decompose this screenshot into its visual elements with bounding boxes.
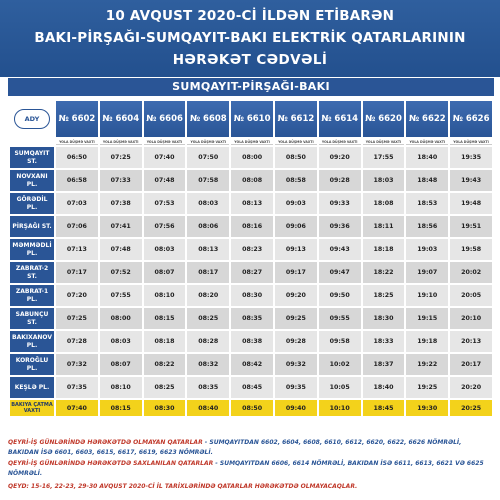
- station-row: [10, 239, 492, 260]
- departure-time-label: YOLA DÜŞMƏ VAXTI: [144, 139, 186, 145]
- departure-time: 08:03: [187, 193, 229, 214]
- departure-time: 08:32: [187, 354, 229, 375]
- station-row: [10, 308, 492, 329]
- departure-time: 18:33: [363, 331, 405, 352]
- station-name: BAKIXANOV PL.: [10, 331, 54, 352]
- train-number-header: № 6614: [319, 101, 361, 137]
- departure-time: 18:56: [406, 216, 448, 237]
- departure-time: 08:50: [275, 147, 317, 168]
- route-title: SUMQAYIT-PİRŞAĞI-BAKI: [8, 78, 494, 96]
- departure-time: 18:25: [363, 285, 405, 306]
- departure-time: 18:08: [363, 193, 405, 214]
- train-number-header: № 6622: [406, 101, 448, 137]
- note-1-title: QEYRİ-İŞ GÜNLƏRİNDƏ HƏRƏKƏTDƏ OLMAYAN QATARLAR: [8, 439, 203, 446]
- departure-time: 17:55: [363, 147, 405, 168]
- departure-time: 08:20: [187, 285, 229, 306]
- station-row: [10, 170, 492, 191]
- page-header: [0, 0, 500, 77]
- departure-time: 09:28: [319, 170, 361, 191]
- departure-time: 08:16: [231, 216, 273, 237]
- station-name: ZABRAT-2 ST.: [10, 262, 54, 283]
- departure-time: 20:20: [450, 377, 492, 398]
- departure-time: 18:48: [406, 170, 448, 191]
- departure-time: 07:41: [100, 216, 142, 237]
- note-inactive-trains: [8, 438, 494, 457]
- departure-time: 08:10: [100, 377, 142, 398]
- departure-time: 07:13: [56, 239, 98, 260]
- departure-time: 20:10: [450, 308, 492, 329]
- departure-time: 09:28: [275, 331, 317, 352]
- departure-time: 07:58: [187, 170, 229, 191]
- arrival-time: 10:10: [319, 400, 361, 416]
- departure-time: 08:42: [231, 354, 273, 375]
- departure-time: 18:37: [363, 354, 405, 375]
- departure-time: 18:18: [363, 239, 405, 260]
- departure-time: 08:03: [100, 331, 142, 352]
- departure-time: 10:05: [319, 377, 361, 398]
- departure-time: 07:25: [100, 147, 142, 168]
- arrival-time: 08:15: [100, 400, 142, 416]
- departure-time: 19:07: [406, 262, 448, 283]
- departure-time: 07:50: [187, 147, 229, 168]
- train-number-header: № 6610: [231, 101, 273, 137]
- departure-time: 08:07: [100, 354, 142, 375]
- departure-time: 19:22: [406, 354, 448, 375]
- departure-time: 08:08: [231, 170, 273, 191]
- departure-time: 20:13: [450, 331, 492, 352]
- departure-time: 06:50: [56, 147, 98, 168]
- station-name: KEŞLƏ PL.: [10, 377, 54, 398]
- departure-time: 08:27: [231, 262, 273, 283]
- departure-time: 19:48: [450, 193, 492, 214]
- arrival-time: 18:45: [363, 400, 405, 416]
- departure-time: 19:43: [450, 170, 492, 191]
- departure-time: 19:58: [450, 239, 492, 260]
- departure-time: 07:48: [144, 170, 186, 191]
- departure-time: 09:43: [319, 239, 361, 260]
- departure-time: 08:03: [144, 239, 186, 260]
- header-line-2: BAKI-PİRŞAĞI-SUMQAYIT-BAKI ELEKTRİK QATARLARININ: [34, 30, 466, 46]
- departure-time: 08:30: [231, 285, 273, 306]
- departure-time: 07:48: [100, 239, 142, 260]
- departure-time: 08:07: [144, 262, 186, 283]
- note-2-title: QEYRİ-İŞ GÜNLƏRİNDƏ HƏRƏKƏTDƏ SAXLANILAN QATARLAR: [8, 460, 214, 467]
- station-name: SABUNÇU ST.: [10, 308, 54, 329]
- departure-time-label: YOLA DÜŞMƏ VAXTI: [100, 139, 142, 145]
- station-name: GÖRƏDİL PL.: [10, 193, 54, 214]
- departure-time: 19:51: [450, 216, 492, 237]
- departure-time: 08:06: [187, 216, 229, 237]
- departure-time: 08:35: [187, 377, 229, 398]
- station-row: [10, 285, 492, 306]
- sub-header-blank: [10, 139, 54, 145]
- departure-time: 09:25: [275, 308, 317, 329]
- departure-time-label: YOLA DÜŞMƏ VAXTI: [187, 139, 229, 145]
- departure-time: 19:03: [406, 239, 448, 260]
- train-number-header: № 6606: [144, 101, 186, 137]
- departure-time: 07:33: [100, 170, 142, 191]
- train-number-header: № 6608: [187, 101, 229, 137]
- departure-time-label: YOLA DÜŞMƏ VAXTI: [406, 139, 448, 145]
- station-row: [10, 193, 492, 214]
- departure-time: 07:06: [56, 216, 98, 237]
- header-line-1: 10 AVQUST 2020-Cİ İLDƏN ETİBARƏN: [105, 8, 395, 24]
- departure-time: 07:28: [56, 331, 98, 352]
- train-number-header: № 6626: [450, 101, 492, 137]
- arrival-time: 08:50: [231, 400, 273, 416]
- departure-time-label: YOLA DÜŞMƏ VAXTI: [363, 139, 405, 145]
- departure-time: 08:10: [144, 285, 186, 306]
- departure-time: 07:32: [56, 354, 98, 375]
- departure-time: 07:55: [100, 285, 142, 306]
- departure-time: 08:25: [187, 308, 229, 329]
- departure-time: 08:25: [144, 377, 186, 398]
- departure-time: 08:00: [231, 147, 273, 168]
- departure-time-label: YOLA DÜŞMƏ VAXTI: [450, 139, 492, 145]
- ady-logo: ADY: [14, 109, 50, 129]
- departure-time: 08:17: [187, 262, 229, 283]
- departure-time: 07:53: [144, 193, 186, 214]
- departure-time: 20:17: [450, 354, 492, 375]
- departure-time: 08:18: [144, 331, 186, 352]
- departure-time: 19:15: [406, 308, 448, 329]
- note-1-text: - SUMQAYITDAN 6602, 6604, 6608, 6610, 6612, 6620, 6622, 6626 NÖMRƏLİ, BAKIDAN İSƏ 6601, 6603, 6615, 6617, 6619, 6623 NÖMRƏLİ.: [8, 439, 462, 456]
- train-number-header: № 6604: [100, 101, 142, 137]
- departure-time: 08:28: [187, 331, 229, 352]
- departure-time: 18:30: [363, 308, 405, 329]
- departure-time: 07:35: [56, 377, 98, 398]
- arrival-time: 08:30: [144, 400, 186, 416]
- station-name: MƏMMƏDLİ PL.: [10, 239, 54, 260]
- arrival-label: BAKIYA ÇATMA VAXTI: [11, 402, 53, 414]
- departure-time: 09:58: [319, 331, 361, 352]
- departure-time: 19:18: [406, 331, 448, 352]
- departure-time: 07:40: [144, 147, 186, 168]
- departure-time: 06:58: [56, 170, 98, 191]
- departure-time: 19:35: [450, 147, 492, 168]
- departure-time: 07:52: [100, 262, 142, 283]
- departure-time: 20:05: [450, 285, 492, 306]
- departure-time: 18:53: [406, 193, 448, 214]
- departure-time-label: YOLA DÜŞMƏ VAXTI: [275, 139, 317, 145]
- departure-time: 09:20: [275, 285, 317, 306]
- arrival-time: 07:40: [56, 400, 98, 416]
- departure-time: 09:33: [319, 193, 361, 214]
- station-name: SUMQAYIT ST.: [10, 147, 54, 168]
- station-row: [10, 262, 492, 283]
- station-row: [10, 331, 492, 352]
- arrival-time: 08:40: [187, 400, 229, 416]
- departure-time: 08:45: [231, 377, 273, 398]
- station-row: [10, 377, 492, 398]
- departure-time: 20:02: [450, 262, 492, 283]
- departure-time: 09:50: [319, 285, 361, 306]
- departure-time-label: YOLA DÜŞMƏ VAXTI: [231, 139, 273, 145]
- departure-time: 08:13: [231, 193, 273, 214]
- station-row: [10, 216, 492, 237]
- departure-time: 09:06: [275, 216, 317, 237]
- note-2-text: - SUMQAYITDAN 6606, 6614 NÖMRƏLİ, BAKIDAN İSƏ 6611, 6613, 6621 VƏ 6625 NÖMRƏLİ.: [8, 460, 484, 477]
- arrival-time: 19:30: [406, 400, 448, 416]
- departure-time: 09:47: [319, 262, 361, 283]
- notes-block: [8, 438, 494, 478]
- departure-time: 08:15: [144, 308, 186, 329]
- train-number-header: № 6620: [363, 101, 405, 137]
- departure-time: 18:40: [406, 147, 448, 168]
- departure-time: 09:32: [275, 354, 317, 375]
- station-name: KOROĞLU PL.: [10, 354, 54, 375]
- arrival-row: [10, 400, 492, 416]
- departure-time: 08:23: [231, 239, 273, 260]
- departure-time: 07:20: [56, 285, 98, 306]
- departure-time: 08:38: [231, 331, 273, 352]
- logo-cell: [10, 101, 54, 137]
- departure-time-label: YOLA DÜŞMƏ VAXTI: [56, 139, 98, 145]
- arrival-time: 09:40: [275, 400, 317, 416]
- departure-time: 09:35: [275, 377, 317, 398]
- departure-time: 08:00: [100, 308, 142, 329]
- departure-time: 19:10: [406, 285, 448, 306]
- station-name: PİRŞAĞI ST.: [10, 216, 54, 237]
- departure-time: 18:40: [363, 377, 405, 398]
- departure-time: 07:03: [56, 193, 98, 214]
- departure-time: 09:20: [319, 147, 361, 168]
- schedule-table: [8, 99, 494, 418]
- departure-time-label: YOLA DÜŞMƏ VAXTI: [319, 139, 361, 145]
- departure-time: 08:22: [144, 354, 186, 375]
- departure-time: 09:36: [319, 216, 361, 237]
- departure-time: 19:25: [406, 377, 448, 398]
- departure-time: 08:13: [187, 239, 229, 260]
- departure-time: 18:03: [363, 170, 405, 191]
- departure-time: 09:03: [275, 193, 317, 214]
- departure-time: 18:22: [363, 262, 405, 283]
- station-row: [10, 354, 492, 375]
- departure-time: 18:11: [363, 216, 405, 237]
- departure-time: 08:35: [231, 308, 273, 329]
- arrival-time: 20:25: [450, 400, 492, 416]
- departure-time: 07:17: [56, 262, 98, 283]
- note-active-trains: [8, 459, 494, 478]
- departure-time: 07:56: [144, 216, 186, 237]
- header-line-3: HƏRƏKƏT CƏDVƏLİ: [172, 52, 328, 68]
- departure-time: 07:25: [56, 308, 98, 329]
- departure-time: 09:13: [275, 239, 317, 260]
- station-row: [10, 147, 492, 168]
- station-name: ZABRAT-1 PL.: [10, 285, 54, 306]
- departure-time: 07:38: [100, 193, 142, 214]
- departure-time: 08:58: [275, 170, 317, 191]
- note-cancel-dates: QEYD: 15-16, 22-23, 29-30 AVQUST 2020-Cİ İL TARİXLƏRİNDƏ QATARLAR HƏRƏKƏTDƏ OLMAYACAQLAR.: [8, 483, 358, 490]
- departure-time: 09:17: [275, 262, 317, 283]
- departure-time: 09:55: [319, 308, 361, 329]
- train-number-header: № 6612: [275, 101, 317, 137]
- train-number-header: № 6602: [56, 101, 98, 137]
- departure-time: 10:02: [319, 354, 361, 375]
- station-name: NOVXANI PL.: [10, 170, 54, 191]
